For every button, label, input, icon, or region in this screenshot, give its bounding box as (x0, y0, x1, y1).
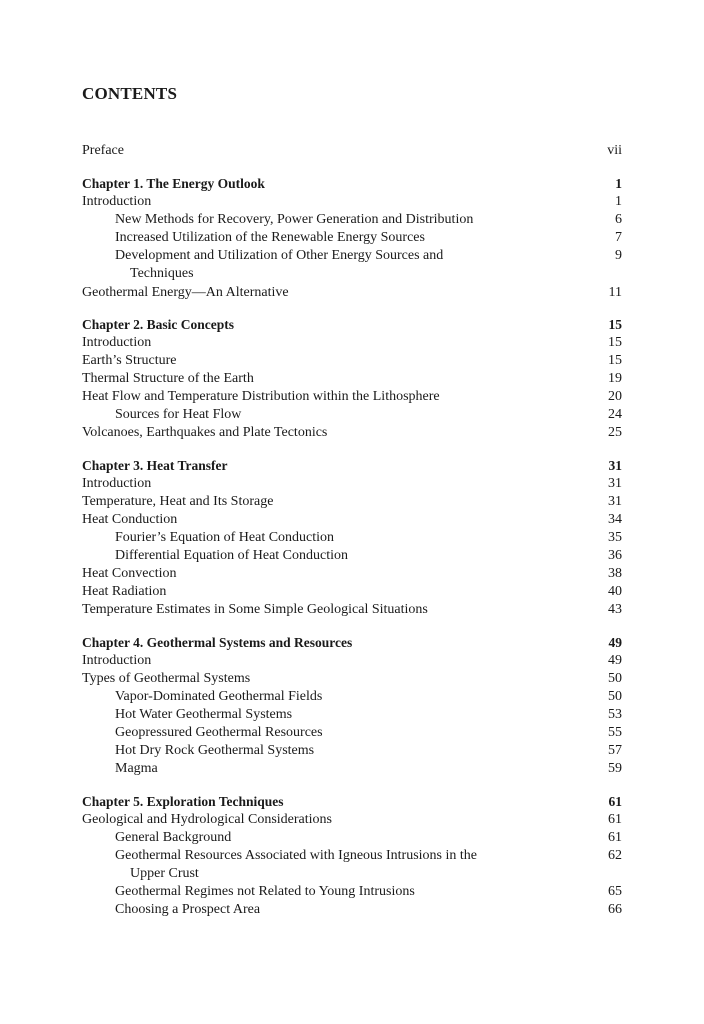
toc-title: Preface (82, 143, 124, 158)
toc-page: vii (607, 143, 622, 158)
toc-page: 20 (608, 389, 622, 404)
toc-title: Temperature Estimates in Some Simple Geological Situations (82, 602, 428, 617)
toc-title: Heat Radiation (82, 584, 167, 599)
toc-title: General Background (115, 830, 232, 845)
toc-page: 15 (608, 353, 622, 368)
toc-title: Heat Convection (82, 566, 177, 581)
toc-title: Thermal Structure of the Earth (82, 371, 254, 386)
toc-page: 36 (608, 548, 622, 563)
toc-page: 53 (608, 707, 622, 722)
toc-page: 15 (608, 317, 622, 332)
toc-page: 61 (608, 794, 622, 809)
toc-page: 62 (608, 848, 622, 863)
toc-page: 19 (608, 371, 622, 386)
toc-title: Temperature, Heat and Its Storage (82, 494, 274, 509)
toc-title: Increased Utilization of the Renewable Energy Sources (115, 230, 425, 245)
toc-page: 55 (608, 725, 622, 740)
toc-page: 38 (608, 566, 622, 581)
toc-title: Introduction (82, 476, 152, 491)
toc-page: 1 (615, 176, 622, 191)
toc-page: 31 (608, 476, 622, 491)
toc-page: 7 (615, 230, 622, 245)
toc-title: Chapter 4. Geothermal Systems and Resources (82, 635, 353, 650)
toc-title: Chapter 5. Exploration Techniques (82, 794, 284, 809)
toc-page: 34 (608, 512, 622, 527)
toc-title: Earth’s Structure (82, 353, 177, 368)
toc-page: 25 (608, 425, 622, 440)
toc-page: 31 (608, 494, 622, 509)
toc-title: Geothermal Regimes not Related to Young Intrusions (115, 884, 415, 899)
toc-page: 11 (608, 285, 622, 300)
toc-page: 49 (608, 653, 622, 668)
toc-page: 65 (608, 884, 622, 899)
toc-title: Sources for Heat Flow (115, 407, 242, 422)
toc-page: 1 (615, 194, 622, 209)
toc-page: 24 (608, 407, 622, 422)
toc-title: Fourier’s Equation of Heat Conduction (115, 530, 335, 545)
toc-page: 61 (608, 830, 622, 845)
toc-title: Geothermal Resources Associated with Igneous Intrusions in the (115, 848, 477, 863)
toc-page: 43 (608, 602, 622, 617)
toc-title: Hot Dry Rock Geothermal Systems (115, 743, 315, 758)
toc-title: Chapter 2. Basic Concepts (82, 317, 235, 332)
toc-title: Differential Equation of Heat Conduction (115, 548, 349, 563)
toc-title: Development and Utilization of Other Energy Sources and (115, 248, 444, 263)
toc-page: 35 (608, 530, 622, 545)
toc-page: 49 (608, 635, 622, 650)
toc-title: Choosing a Prospect Area (115, 902, 261, 917)
toc-title: Heat Conduction (82, 512, 178, 527)
toc-title: Magma (115, 761, 158, 776)
toc-title: Chapter 3. Heat Transfer (82, 458, 228, 473)
toc-title: Introduction (82, 194, 152, 209)
toc-page: 50 (608, 671, 622, 686)
toc-title: Techniques (130, 266, 194, 281)
toc-title: Heat Flow and Temperature Distribution within the Lithosphere (82, 389, 440, 404)
toc-page: 61 (608, 812, 622, 827)
toc-title: Volcanoes, Earthquakes and Plate Tectonics (82, 425, 328, 440)
toc-page: 66 (608, 902, 622, 917)
toc-title: Types of Geothermal Systems (82, 671, 251, 686)
toc-page: 40 (608, 584, 622, 599)
toc-title: Upper Crust (130, 866, 199, 881)
toc-title: New Methods for Recovery, Power Generation and Distribution (115, 212, 474, 227)
toc-title: Hot Water Geothermal Systems (115, 707, 293, 722)
toc-title: Geothermal Energy—An Alternative (82, 285, 289, 300)
toc-title: Geopressured Geothermal Resources (115, 725, 323, 740)
toc-page: 9 (615, 248, 622, 263)
toc-title: Geological and Hydrological Considerations (82, 812, 332, 827)
toc-title: Introduction (82, 653, 152, 668)
toc-title: Vapor-Dominated Geothermal Fields (115, 689, 323, 704)
page-title: CONTENTS (82, 84, 178, 103)
toc-page: 6 (615, 212, 622, 227)
toc-page: 59 (608, 761, 622, 776)
toc-page: 31 (608, 458, 622, 473)
toc-title: Chapter 1. The Energy Outlook (82, 176, 265, 191)
toc-page: 15 (608, 335, 622, 350)
toc-title: Introduction (82, 335, 152, 350)
toc-page: 57 (608, 743, 622, 758)
toc-page: 50 (608, 689, 622, 704)
